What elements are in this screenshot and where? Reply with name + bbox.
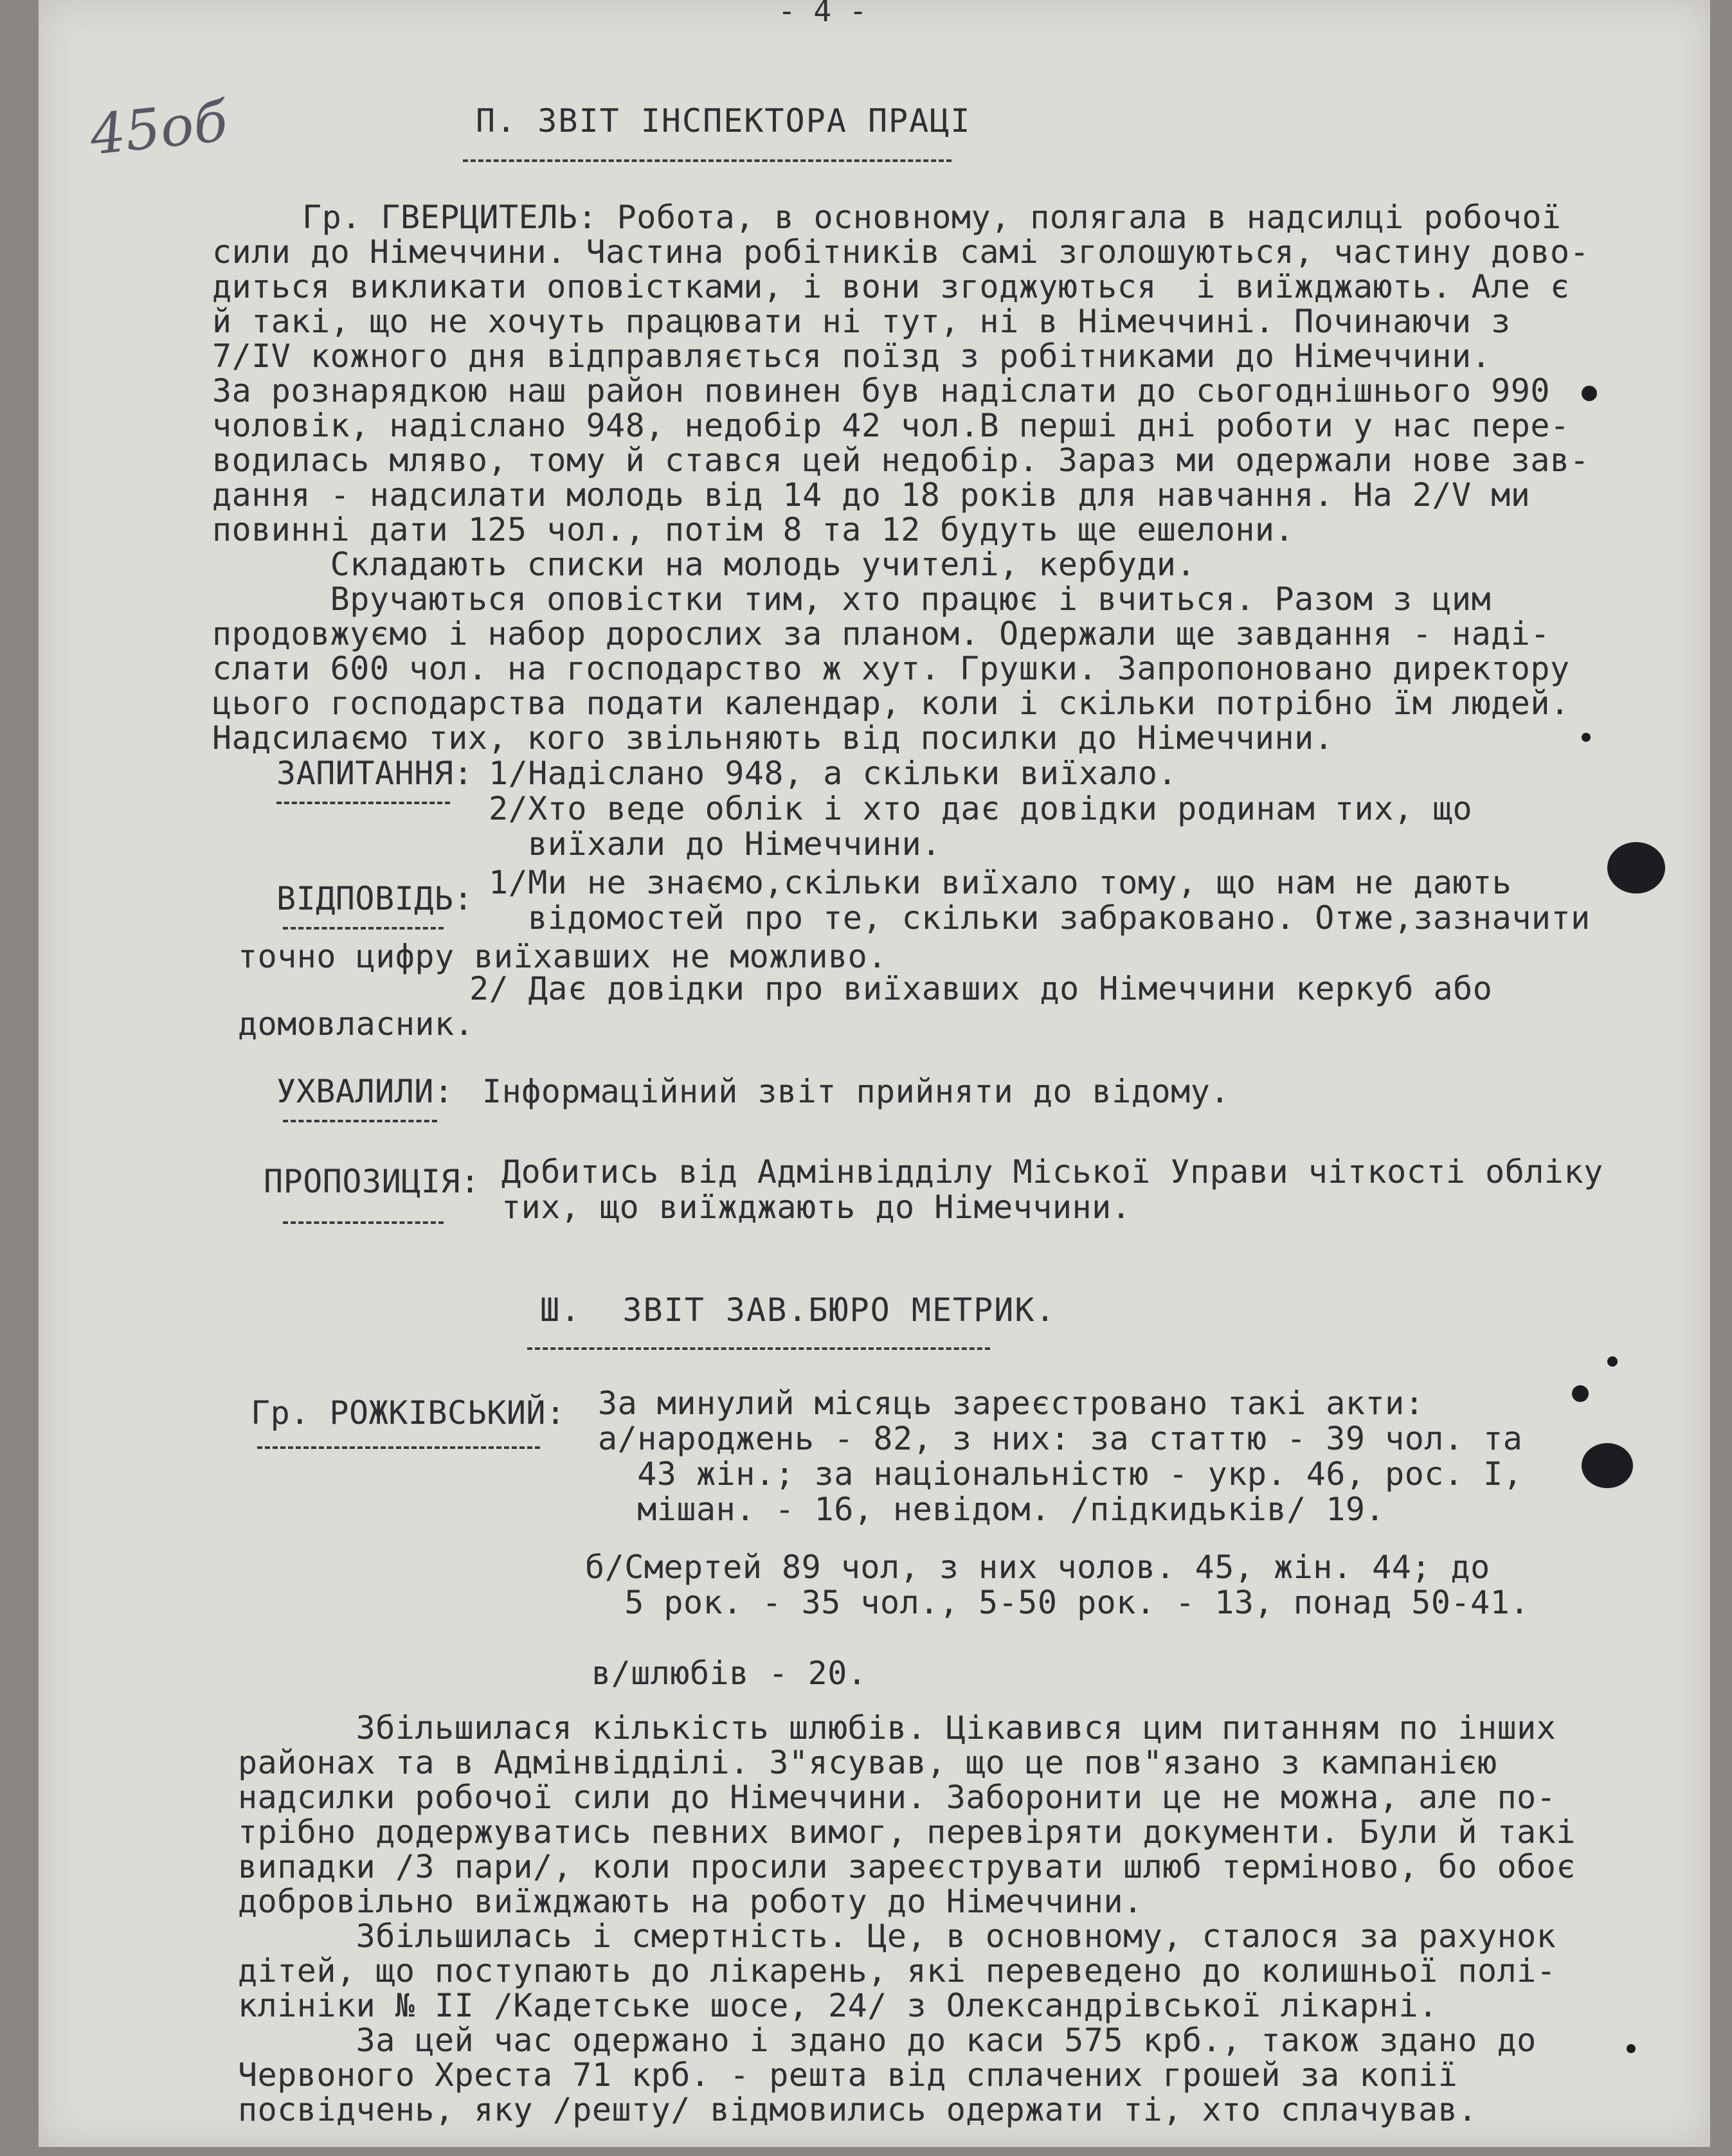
closing-line: районах та в Адмінвідділі. З"ясував, що це пов"язано з кампанією: [238, 1744, 1497, 1781]
deaths-line: 5 рок. - 35 чол., 5-50 рок. - 13, понад 50-41.: [585, 1584, 1529, 1621]
answer-line: домовласник.: [238, 1005, 474, 1043]
ink-blot: [1582, 1443, 1633, 1488]
ink-blot: [1607, 842, 1665, 894]
speaker-label: Гр. РОЖКІВСЬКИЙ:: [251, 1394, 566, 1432]
report-line: диться викликати оповістками, і вони згоджуються і виїжджають. Але є: [212, 268, 1570, 305]
speaker-label-underline: [257, 1446, 540, 1449]
closing-line: Збільшилася кількість шлюбів. Цікавився цим питанням по інших: [238, 1709, 1556, 1747]
proposal-label: ПРОПОЗИЦІЯ:: [264, 1163, 480, 1200]
page-number: - 4 -: [778, 0, 867, 28]
report-line: повинні дати 125 чол., потім 8 та 12 будуть ще ешелони.: [212, 511, 1295, 548]
archive-folio-mark: 45об: [87, 89, 231, 168]
section-3-title-underline: [527, 1347, 990, 1350]
ink-speck: [1572, 1385, 1589, 1402]
closing-line: випадки /3 пари/, коли просили зареєструвати шлюб терміново, бо обоє: [238, 1848, 1576, 1885]
report-line: Складають списки на молодь учителі, кербуди.: [212, 546, 1196, 583]
report-line: Гр. ГВЕРЦИТЕЛЬ: Робота, в основному, полягала в надсилці робочої: [302, 199, 1562, 236]
report-line: 7/IV кожного дня відправляється поїзд з робітниками до Німеччини.: [212, 337, 1492, 375]
answer-line: 2/ Дає довідки про виїхавших до Німеччини керкуб або: [469, 970, 1493, 1007]
resolved-label-underline: [283, 1120, 437, 1122]
report-line: дання - надсилати молодь від 14 до 18 років для навчання. На 2/V ми: [212, 476, 1531, 514]
report-line: Вручаються оповістки тим, хто працює і вчиться. Разом з цим: [212, 580, 1492, 618]
report-line: За рознарядкою наш район повинен був надіслати до сьогоднішнього 990: [212, 372, 1550, 409]
closing-line: Червоного Хреста 71 крб. - решта від сплачених грошей за копії: [238, 2056, 1458, 2094]
acts-line: 43 жін.; за національністю - укр. 46, рос. I,: [598, 1455, 1523, 1493]
answer-line: відомостей про те, скільки забраковано. Отже,зазначити: [489, 899, 1591, 937]
section-2-title-underline: [463, 159, 952, 162]
ink-speck: [1582, 386, 1597, 401]
question-label: ЗАПИТАННЯ:: [276, 755, 474, 792]
closing-line: посвідчень, яку /решту/ відмовились одержати ті, хто сплачував.: [238, 2091, 1477, 2128]
question-label-underline: [276, 802, 450, 804]
ink-speck: [1582, 733, 1591, 742]
resolved-label: УХВАЛИЛИ:: [276, 1073, 454, 1110]
answer-line: 1/Ми не знаємо,скільки виїхало тому, що нам не дають: [489, 864, 1512, 901]
report-line: Надсилаємо тих, кого звільняють від посилки до Німеччини.: [212, 719, 1334, 757]
answer-line: точно цифру виїхавших не можливо.: [238, 938, 887, 975]
section-3-title: Ш. ЗВІТ ЗАВ.БЮРО МЕТРИК.: [540, 1291, 1056, 1329]
marriages-line: в/шлюбів - 20.: [591, 1655, 867, 1692]
proposal-line: Добитись від Адмінвідділу Міської Управи чіткості обліку: [501, 1153, 1603, 1190]
report-line: цього господарства подати календар, коли і скільки потрібно їм людей.: [212, 685, 1570, 722]
document-page: [39, 0, 1710, 2147]
report-line: слати 600 чол. на господарство ж хут. Грушки. Запропоновано директору: [212, 650, 1570, 687]
closing-line: дітей, що поступають до лікарень, які переведено до колишньої полі-: [238, 1952, 1556, 1990]
ink-speck: [1607, 1356, 1618, 1367]
closing-line: добровільно виїжджають на роботу до Німеччини.: [238, 1883, 1143, 1920]
closing-line: трібно додержуватись певних вимог, перевіряти документи. Були й такі: [238, 1813, 1576, 1851]
report-line: сили до Німеччини. Частина робітників самі зголошуються, частину дово-: [212, 233, 1590, 271]
ink-speck: [1627, 2044, 1636, 2053]
report-line: водилась мляво, тому й стався цей недобір. Зараз ми одержали нове зав-: [212, 442, 1590, 479]
closing-line: клініки № II /Кадетське шосе, 24/ з Олександрівської лікарні.: [238, 1987, 1438, 2024]
acts-line: За минулий місяць зареєстровано такі акти:: [598, 1385, 1425, 1422]
closing-line: Збільшилась і смертність. Це, в основному, сталося за рахунок: [238, 1918, 1556, 1955]
closing-line: надсилки робочої сили до Німеччини. Заборонити це не можна, але по-: [238, 1779, 1556, 1816]
resolved-text: Інформаційний звіт прийняти до відому.: [482, 1073, 1230, 1110]
proposal-label-underline: [283, 1221, 444, 1224]
section-2-title: П. ЗВІТ ІНСПЕКТОРА ПРАЦІ: [476, 102, 971, 139]
question-line: 2/Хто веде облік і хто дає довідки родинам тих, що: [489, 790, 1473, 827]
answer-label: ВІДПОВІДЬ:: [276, 880, 474, 917]
answer-label-underline: [283, 927, 444, 930]
closing-line: За цей час одержано і здано до каси 575 крб., також здано до: [238, 2022, 1537, 2059]
question-line: виїхали до Німеччини.: [489, 825, 941, 863]
acts-line: а/народжень - 82, з них: за статтю - 39 чол. та: [598, 1420, 1523, 1457]
proposal-line: тих, що виїжджають до Німеччини.: [501, 1189, 1132, 1226]
report-line: чоловік, надіслано 948, недобір 42 чол.В перші дні роботи у нас пере-: [212, 407, 1570, 444]
question-line: 1/Надіслано 948, а скільки виїхало.: [489, 755, 1178, 792]
report-line: й такі, що не хочуть працювати ні тут, ні в Німеччині. Починаючи з: [212, 303, 1511, 340]
acts-line: мішан. - 16, невідом. /підкидьків/ 19.: [598, 1491, 1385, 1528]
report-line: продовжуємо і набор дорослих за планом. Одержали ще завдання - наді-: [212, 615, 1550, 652]
deaths-line: б/Смертей 89 чол, з них чолов. 45, жін. 44; до: [585, 1549, 1490, 1586]
